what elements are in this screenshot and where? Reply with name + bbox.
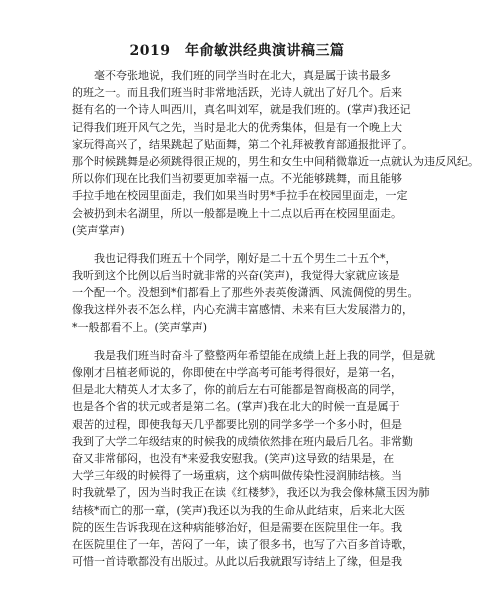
text-line: (笑声掌声)	[72, 223, 125, 237]
text-line: 那个时候跳舞是必须跳得很正规的，男生和女生中间稍微靠近一点就认为违反风纪。	[72, 154, 479, 168]
text-line: 大学三年级的时候得了一场重病，这个病叫做传染性浸润肺结核。当	[72, 469, 402, 483]
page-title: 2019 年俞敏洪经典演讲稿三篇	[129, 43, 345, 59]
paragraph-gap	[72, 239, 402, 250]
text-line: 我听到这个比例以后当时就非常的兴奋(笑声)，我觉得大家就应该是	[72, 269, 400, 283]
text-line: 奋又非常郁闷，也没有*来爱我安慰我。(笑声)这导致的结果是，在	[72, 451, 395, 465]
document-body	[72, 67, 479, 570]
text-line: 时我就晕了，因为当时我正在读《红楼梦》，我还以为我会像林黛玉因为肺	[72, 486, 430, 500]
text-line: *一般都看不上。(笑声掌声)	[72, 320, 208, 334]
paragraph	[72, 347, 435, 570]
text-line: 的班之一。而且我们班当时非常地活跃，光诗人就出了好几个。后来	[72, 86, 402, 100]
text-line: 艰苦的过程，即使我每天几乎都要比别的同学多学一个多小时，但是	[72, 417, 402, 431]
text-line: 记得我们班开风气之先，当时是北大的优秀集体，但是有一个晚上大	[72, 120, 402, 134]
text-line: 家玩得高兴了，结果跳起了贴面舞，第二个礼拜被教育部通报批评了。	[72, 137, 413, 151]
text-line: 毫不夸张地说，我们班的同学当时在北大，真是属于读书最多	[72, 69, 391, 82]
paragraph-gap	[72, 336, 402, 347]
text-line: 像我这样外表不怎么样，内心充满丰富感情、未来有巨大发展潜力的，	[72, 303, 413, 317]
text-line: 在医院里住了一年，苦闷了一年，读了很多书，也写了六百多首诗歌，	[72, 537, 413, 551]
text-line: 我也记得我们班五十个同学，刚好是二十五个男生二十五个*，	[72, 251, 397, 265]
text-line: 会被扔到未名湖里，所以一般都是晚上十二点以后再在校园里面走。	[72, 206, 402, 220]
text-line: 我是我们班当时奋斗了整整两年希望能在成绩上赶上我的同学，但是就	[72, 348, 435, 362]
paragraph	[72, 250, 419, 336]
text-line: 可惜一首诗歌都没有出版过。从此以后我就跟写诗结上了缘，但是我	[72, 555, 402, 569]
text-line: 一个配一个。没想到*们都看上了那些外表英俊潇洒、风流倜傥的男生。	[72, 286, 419, 300]
text-line: 也是各个省的状元或者是第二名。(掌声)我在北大的时候一直是属于	[72, 400, 400, 414]
text-line: 结核*而亡的那一章，(笑声)我还以为我的生命从此结束，后来北大医	[72, 503, 406, 517]
text-line: 手拉手地在校园里面走，我们如果当时男*手拉手在校园里面走，一定	[72, 189, 408, 203]
text-line: 但是北大精英人才太多了，你的前后左右可能都是智商极高的同学，	[72, 383, 402, 397]
paragraph	[72, 67, 479, 239]
text-line: 所以你们现在比我们当初要更加幸福一点。不光能够跳舞，而且能够	[72, 172, 402, 186]
text-line: 像刚才吕植老师说的，你即使在中学高考可能考得很好，是第一名，	[72, 366, 402, 379]
text-line: 挺有名的一个诗人叫西川，真名叫刘军，就是我们班的。(掌声)我还记	[72, 103, 411, 117]
text-line: 院的医生告诉我现在这种病能够治好，但是需要在医院里住一年。我	[72, 520, 402, 534]
text-line: 我到了大学二年级结束的时候我的成绩依然排在班内最后几名。非常勤	[72, 434, 413, 448]
